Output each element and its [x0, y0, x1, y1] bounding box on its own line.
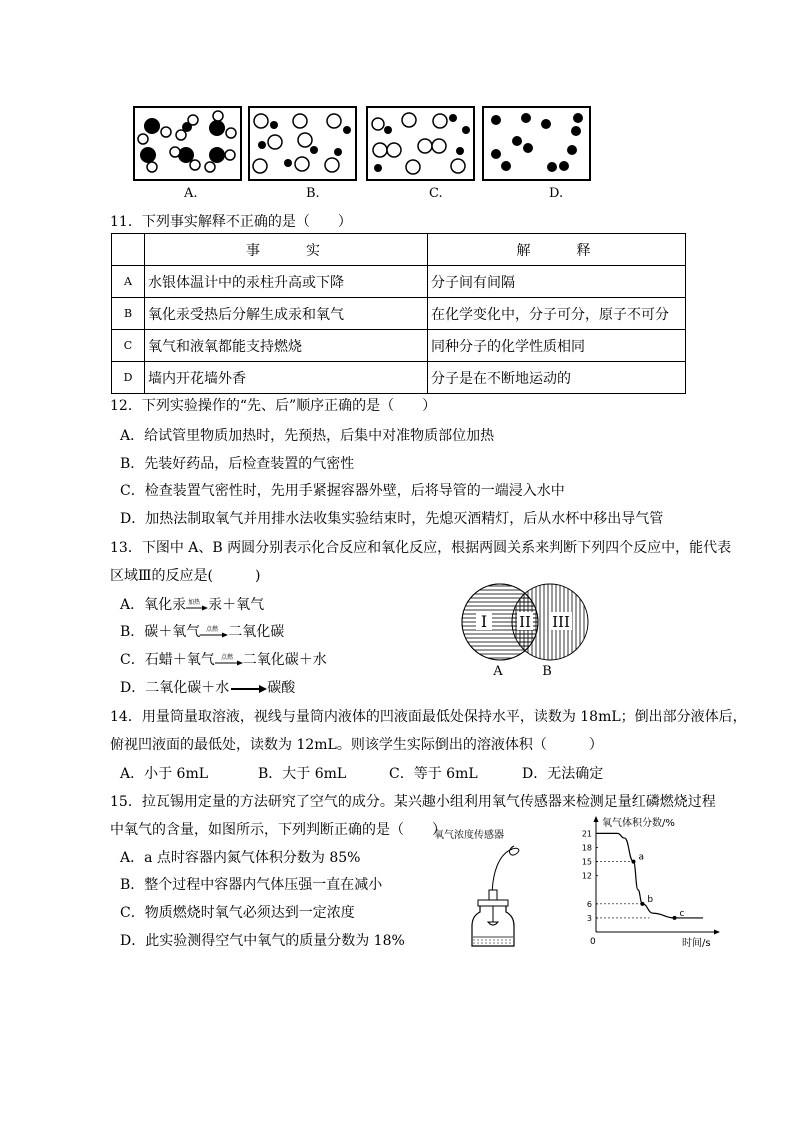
molecule-box-b	[248, 106, 357, 181]
molecule-box-a	[133, 106, 242, 181]
reaction-products: 汞＋氧气	[208, 597, 265, 613]
table-row	[112, 298, 686, 330]
arrow-icon	[215, 653, 243, 667]
venn-label-b: B	[542, 664, 552, 679]
row-explanation: 分子间有间隔	[428, 266, 686, 298]
q14-line2: 俯视凹液面的最低处，读数为 12mL。则该学生实际倒出的溶液体积（ ）	[110, 737, 603, 753]
point-label-b: b	[647, 894, 654, 905]
table-row	[112, 266, 686, 298]
row-explanation: 同种分子的化学性质相同	[428, 330, 686, 362]
q13-option-d	[120, 678, 295, 698]
point-label-a: a	[638, 852, 644, 863]
x-axis-arrow	[714, 930, 720, 935]
venn-region-1: I	[480, 612, 488, 631]
q15-option-a: A．a 点时容器内氮气体积分数为 85%	[120, 850, 361, 866]
header-explanation: 解 释	[428, 234, 686, 266]
q12-stem: 12．下列实验操作的“先、后”顺序正确的是（ ）	[110, 398, 437, 414]
molecule-diagram-d	[484, 108, 589, 179]
arrow-icon	[200, 625, 228, 639]
q13-option-b	[120, 622, 284, 642]
y-axis-label: 氧气体积分数/%	[602, 818, 675, 829]
q15-option-b: B．整个过程中容器内气体压强一直在减小	[120, 877, 383, 893]
header-fact: 事 实	[145, 234, 428, 266]
row-fact: 水银体温计中的汞柱升高或下降	[145, 266, 428, 298]
q14-option-c: C．等于 6mL	[389, 766, 478, 782]
q12-option-c: C．检查装置气密性时，先用手紧握容器外壁，后将导管的一端浸入水中	[120, 483, 565, 499]
y-axis-arrow	[594, 816, 599, 822]
origin-label: 0	[590, 937, 596, 947]
y-tick-label: 15	[581, 857, 592, 867]
q15-option-d: D．此实验测得空气中氧气的质量分数为 18%	[120, 933, 405, 949]
q12-option-b: B．先装好药品，后检查装置的气密性	[120, 456, 355, 472]
q11-stem: 11．下列事实解释不正确的是（ ）	[110, 214, 352, 230]
q14-option-b: B．大于 6mL	[258, 766, 347, 782]
molecule-box-c	[366, 106, 475, 181]
reaction-arrow	[215, 653, 243, 667]
y-tick-label: 12	[581, 871, 592, 881]
data-point-a	[631, 860, 635, 864]
reaction-reactants: A．氧化汞	[120, 597, 187, 613]
row-explanation: 在化学变化中，分子可分，原子不可分	[428, 298, 686, 330]
q15-option-c: C．物质燃烧时氧气必须达到一定浓度	[120, 905, 355, 921]
y-tick-label: 6	[586, 899, 592, 909]
row-key: B	[112, 298, 145, 330]
molecule-label-b: B.	[306, 186, 320, 201]
molecule-diagram-c	[368, 108, 473, 179]
molecule-diagram-b	[250, 108, 355, 179]
q15-line1: 15．拉瓦锡用定量的方法研究了空气的成分。某兴趣小组利用氧气传感器来检测足量红磷燃烧过程	[110, 794, 716, 810]
molecule-label-c: C.	[429, 186, 443, 201]
reaction-condition: 点燃	[220, 654, 233, 661]
arrow-icon	[186, 598, 208, 612]
data-point-c	[673, 916, 677, 920]
point-label-c: c	[679, 908, 685, 919]
q12-option-a: A．给试管里物质加热时，先预热，后集中对准物质部位加热	[120, 428, 495, 444]
reaction-arrow	[186, 598, 208, 612]
molecule-label-a: A.	[184, 186, 198, 201]
arrow-icon	[229, 681, 267, 695]
molecule-label-d: D.	[549, 186, 564, 201]
venn-diagram	[458, 580, 618, 680]
molecule-diagram-a	[135, 108, 240, 179]
reaction-reactants: C．石蜡＋氧气	[120, 652, 215, 668]
q13-stem-line2: 区域Ⅲ的反应是( )	[110, 568, 261, 584]
table-corner-cell	[112, 234, 145, 266]
q15-line2: 中氧气的含量，如图所示，下列判断正确的是（ ）	[110, 822, 446, 838]
q14-line1: 14．用量筒量取溶液，视线与量筒内液体的凹液面最低处保持水平，读数为 18mL；倒出部分液体后，	[110, 709, 747, 725]
reaction-reactants: D．二氧化碳＋水	[120, 680, 230, 696]
q12-option-d: D．加热法制取氧气并用排水法收集实验结束时，先熄灭酒精灯，后从水杯中移出导气管	[120, 511, 664, 527]
reaction-condition: 加热	[188, 599, 201, 606]
q11-table	[111, 233, 686, 394]
oxygen-chart	[570, 812, 720, 952]
table-row	[112, 330, 686, 362]
sensor-label: 氧气浓度传感器	[434, 830, 504, 841]
molecule-box-d	[482, 106, 591, 181]
row-fact: 氧气和液氧都能支持燃烧	[145, 330, 428, 362]
reaction-reactants: B．碳＋氧气	[120, 624, 201, 640]
sensor-apparatus	[470, 840, 535, 950]
reaction-products: 二氧化碳＋水	[242, 652, 327, 668]
row-fact: 氧化汞受热后分解生成汞和氧气	[145, 298, 428, 330]
table-row	[112, 362, 686, 394]
row-key: A	[112, 266, 145, 298]
y-tick-label: 18	[581, 843, 592, 853]
y-tick-label: 3	[586, 913, 592, 923]
q13-option-a	[120, 595, 264, 615]
row-key: D	[112, 362, 145, 394]
row-explanation: 分子是在不断地运动的	[428, 362, 686, 394]
reaction-products: 碳酸	[267, 680, 296, 696]
reaction-arrow	[200, 625, 228, 639]
row-key: C	[112, 330, 145, 362]
row-fact: 墙内开花墙外香	[145, 362, 428, 394]
x-axis-label: 时间/s	[682, 938, 711, 949]
reaction-arrow	[229, 681, 267, 695]
venn-region-2: II	[519, 613, 531, 631]
venn-label-a: A	[493, 664, 503, 679]
reaction-products: 二氧化碳	[228, 624, 285, 640]
venn-region-3: III	[552, 613, 570, 631]
q14-option-d: D．无法确定	[522, 766, 604, 782]
q13-stem-line1: 13．下图中 A、B 两圆分别表示化合反应和氧化反应，根据两圆关系来判断下列四个反应中，能代表	[110, 540, 732, 556]
y-tick-label: 21	[581, 829, 592, 839]
oxygen-curve	[596, 833, 703, 918]
reaction-condition: 点燃	[206, 626, 219, 633]
data-point-b	[640, 902, 644, 906]
q14-option-a: A．小于 6mL	[120, 766, 209, 782]
q13-option-c	[120, 650, 327, 670]
table-header-row	[112, 234, 686, 266]
